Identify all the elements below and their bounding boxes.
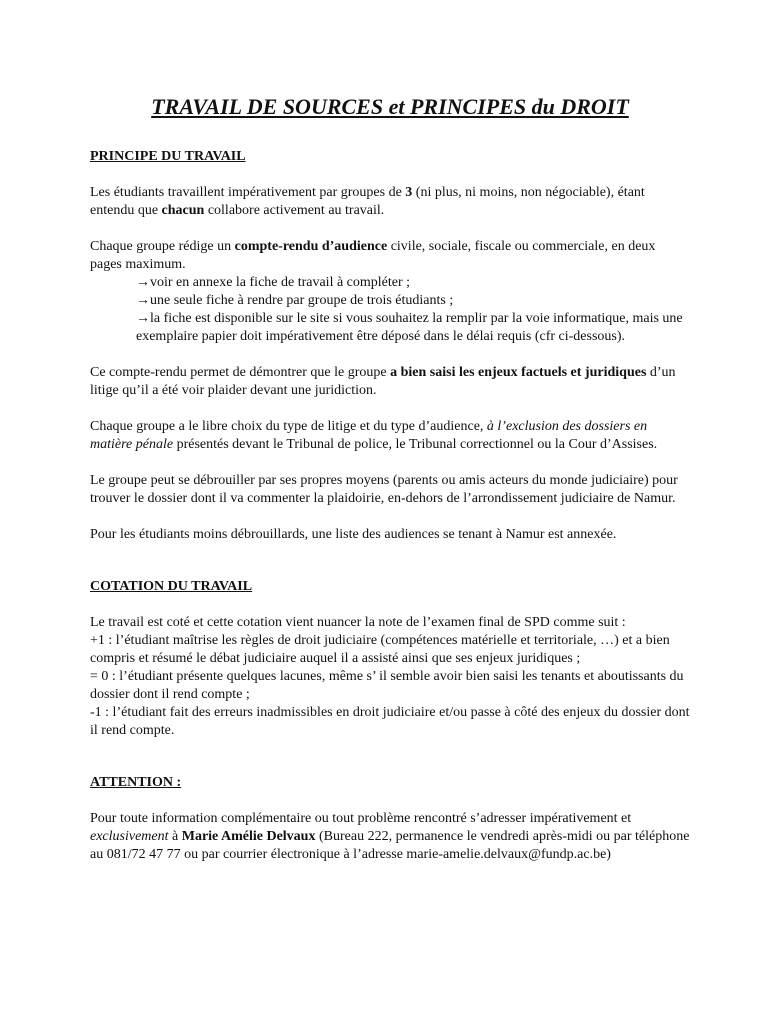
italic-text: à l’exclusion des dossiers en matière pénale (90, 419, 648, 452)
cotation-line: = 0 : l’étudiant présente quelques lacunes, même s’ il semble avoir bien saisi les tenants et aboutissants du dossier dont il rend compte ; (90, 669, 684, 702)
paragraph-groupes (90, 184, 690, 220)
contact-name: Marie Amélie Delvaux (181, 829, 316, 844)
cotation-line: +1 : l’étudiant maîtrise les règles de droit judiciaire (compétences matérielle et territoriale, …) et a bien compris et résumé le débat judiciaire auquel il a assisté ainsi que ses enjeux juridiques ; (90, 633, 670, 666)
arrow-icon: → (136, 293, 150, 308)
cotation-line: -1 : l’étudiant fait des erreurs inadmissibles en droit judiciaire et/ou passe à côté des enjeux du dossier dont il rend compte. (90, 705, 690, 738)
text-run: civile, sociale, fiscale ou commerciale, en deux pages maximum. (90, 239, 656, 272)
text-run: Pour toute information complémentaire ou tout problème rencontré s’adresser impérativement et (90, 811, 632, 826)
document-page (90, 88, 690, 882)
paragraph-compte-rendu (90, 238, 690, 274)
arrow-item-text: la fiche est disponible sur le site si vous souhaitez la remplir par la voie informatique, mais une exemplaire papier doit impérativement être déposé dans le délai requis (cfr ci-dessous). (136, 311, 683, 344)
text-run: Chaque groupe rédige un (90, 239, 235, 254)
paragraph-liste-audiences: Pour les étudiants moins débrouillards, une liste des audiences se tenant à Namur est annexée. (90, 527, 617, 542)
paragraph-contact (90, 810, 690, 864)
text-run: à (168, 829, 182, 844)
document-title: TRAVAIL DE SOURCES et PRINCIPES du DROIT (151, 94, 629, 119)
text-run: collabore activement au travail. (204, 203, 385, 218)
section-heading-principe: PRINCIPE DU TRAVAIL (90, 149, 246, 164)
text-run: Chaque groupe a le libre choix du type de litige et du type d’audience, (90, 419, 487, 434)
arrow-list (136, 274, 690, 346)
text-run: Ce compte-rendu permet de démontrer que le groupe (90, 365, 391, 380)
section-heading-cotation: COTATION DU TRAVAIL (90, 579, 253, 594)
paragraph-libre-choix (90, 418, 690, 454)
bold-text: compte-rendu d’audience (234, 239, 388, 254)
text-run: d’un litige qu’il a été voir plaider devant une juridiction. (90, 365, 676, 398)
text-run: Les étudiants travaillent impérativement par groupes de (90, 185, 406, 200)
arrow-icon: → (136, 311, 150, 326)
paragraph-cotation (90, 614, 690, 740)
text-run: (Bureau 222, permanence le vendredi après-midi ou par téléphone au 081/72 47 77 ou par courrier électronique à l’adresse marie-amelie.delvaux@fundp.ac.be) (90, 829, 690, 862)
paragraph-enjeux (90, 364, 690, 400)
arrow-item (136, 274, 690, 292)
bold-number: 3 (405, 185, 413, 200)
text-run: (ni plus, ni moins, non négociable), étant entendu que (90, 185, 645, 218)
text-run: présentés devant le Tribunal de police, le Tribunal correctionnel ou la Cour d’Assises. (173, 437, 658, 452)
arrow-item-text: voir en annexe la fiche de travail à compléter ; (150, 275, 411, 290)
paragraph-debrouiller: Le groupe peut se débrouiller par ses propres moyens (parents ou amis acteurs du monde judiciaire) pour trouver le dossier dont il va commenter la plaidoirie, en-dehors de l’arrondissement judiciaire de Namur. (90, 473, 678, 506)
arrow-item (136, 310, 690, 346)
bold-text: a bien saisi les enjeux factuels et juridiques (390, 365, 647, 380)
bold-text: chacun (161, 203, 205, 218)
section-heading-attention: ATTENTION : (90, 775, 182, 790)
arrow-item-text: une seule fiche à rendre par groupe de trois étudiants ; (150, 293, 454, 308)
arrow-item (136, 292, 690, 310)
arrow-icon: → (136, 275, 150, 290)
cotation-line: Le travail est coté et cette cotation vient nuancer la note de l’examen final de SPD comme suit : (90, 615, 626, 630)
italic-text: exclusivement (90, 829, 169, 844)
